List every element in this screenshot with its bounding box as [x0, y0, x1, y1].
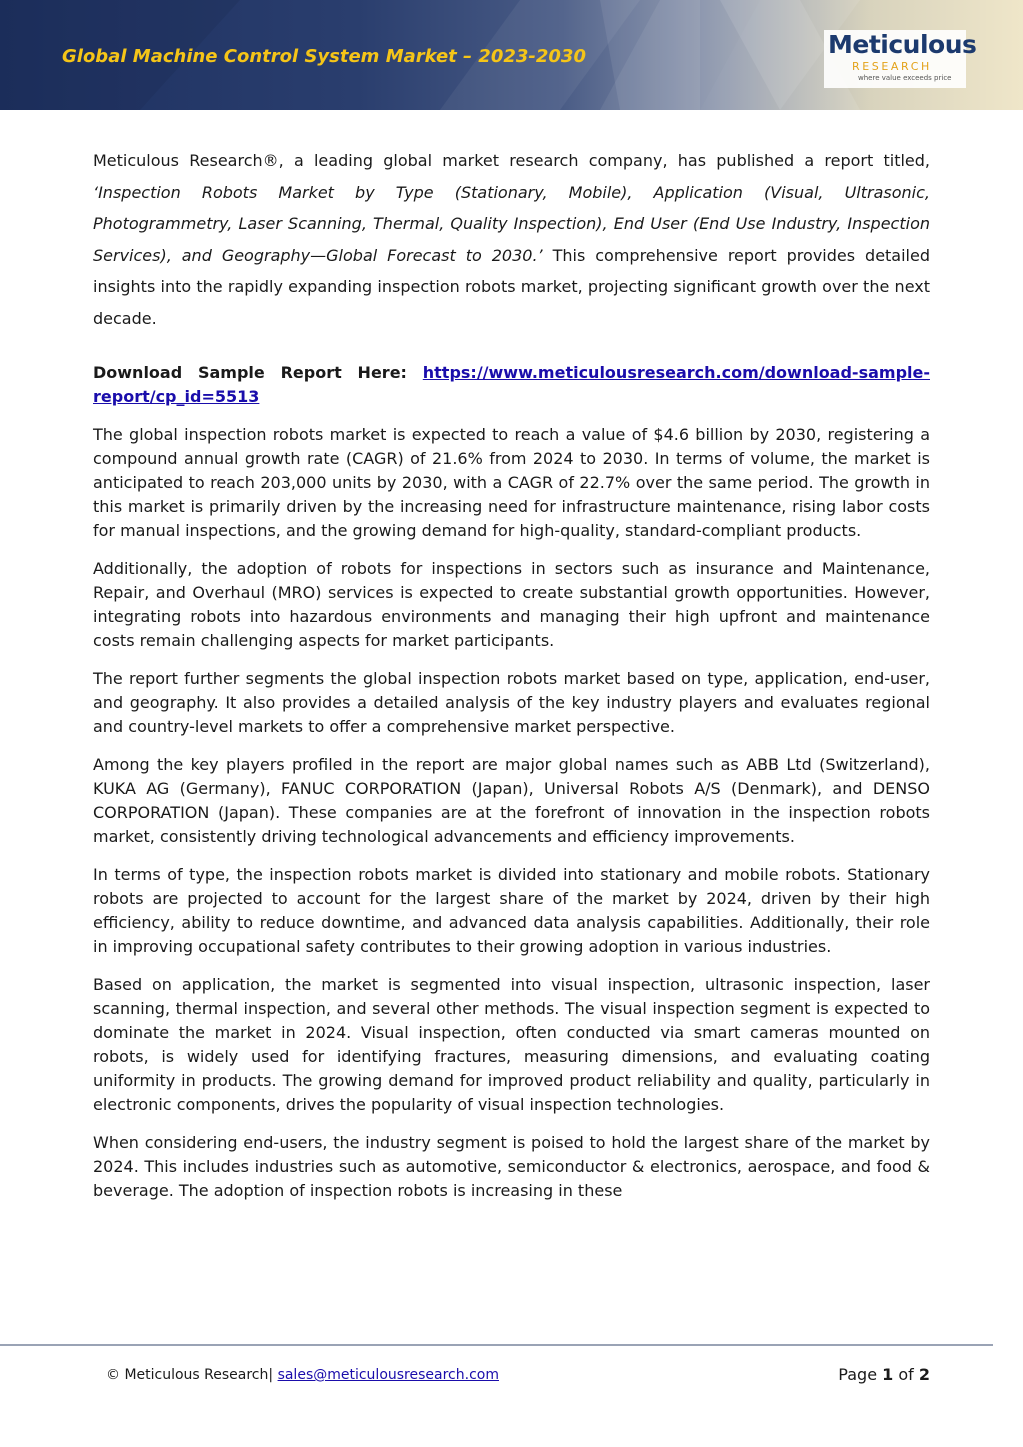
footer-copyright — [106, 1367, 499, 1383]
report-title: ‘Inspection Robots Market by Type (Stationary, Mobile), Application (Visual, Ultrasonic, Photogrammetry, Laser Scanning, Thermal, Quality Inspection), End User (End Use Industry, Inspection Services), and Geography—Global Forecast to 2030.’ — [93, 182, 930, 265]
logo-tagline: where value exceeds price — [858, 74, 952, 82]
download-label: Download Sample Report Here: — [93, 363, 423, 382]
download-sample — [93, 361, 930, 409]
body-paragraph: In terms of type, the inspection robots market is divided into stationary and mobile robots. Stationary robots are projected to account for the largest share of the market by 2024, driven by their high efficiency, ability to reduce downtime, and advanced data analysis capabilities. Additionally, their role in improving occupational safety contributes to their growing adoption in various industries. — [93, 865, 930, 956]
body-paragraph: Based on application, the market is segmented into visual inspection, ultrasonic inspection, laser scanning, thermal inspection, and several other methods. The visual inspection segment is expected to dominate the market in 2024. Visual inspection, often conducted via smart cameras mounted on robots, is widely used for identifying fractures, measuring dimensions, and evaluating coating uniformity in products. The growing demand for improved product reliability and quality, particularly in electronic components, drives the popularity of visual inspection technologies. — [93, 975, 930, 1114]
body-paragraph: Additionally, the adoption of robots for inspections in sectors such as insurance and Maintenance, Repair, and Overhaul (MRO) services is expected to create substantial growth opportunities. However, integrating robots into hazardous environments and managing their high upfront and maintenance costs remain challenging aspects for market participants. — [93, 559, 930, 650]
download-link[interactable]: https://www.meticulousresearch.com/download-sample-report/cp_id=5513 — [93, 363, 930, 406]
copyright-text: © Meticulous Research| — [106, 1367, 274, 1383]
body-paragraph: When considering end-users, the industry segment is poised to hold the largest share of the market by 2024. This includes industries such as automotive, semiconductor & electronics, aerospace, and food & beverage. The adoption of inspection robots is increasing in these — [93, 1133, 930, 1200]
footer-divider — [0, 1344, 993, 1346]
page-header — [0, 0, 1023, 110]
header-title: Global Machine Control System Market – 2023-2030 — [62, 46, 586, 67]
document-body — [93, 145, 930, 1217]
intro-lead: Meticulous Research®, a leading global market research company, has published a report titled, — [93, 151, 930, 170]
intro-paragraph — [93, 145, 930, 334]
page-number — [838, 1365, 930, 1384]
company-logo — [824, 30, 977, 88]
logo-subtitle: RESEARCH — [852, 60, 932, 73]
page-current: 1 — [882, 1365, 894, 1384]
page-of: of — [893, 1365, 919, 1384]
page-prefix: Page — [838, 1365, 883, 1384]
body-paragraph: The report further segments the global inspection robots market based on type, application, end-user, and geography. It also provides a detailed analysis of the key industry players and evaluates regional and country-level markets to offer a comprehensive market perspective. — [93, 669, 930, 736]
body-paragraph: The global inspection robots market is expected to reach a value of $4.6 billion by 2030, registering a compound annual growth rate (CAGR) of 21.6% from 2024 to 2030. In terms of volume, the market is anticipated to reach 203,000 units by 2030, with a CAGR of 22.7% over the same period. The growth in this market is primarily driven by the increasing need for infrastructure maintenance, rising labor costs for manual inspections, and the growing demand for high-quality, standard-compliant products. — [93, 425, 930, 540]
page-total: 2 — [918, 1365, 930, 1384]
intro-tail: This comprehensive report provides detailed insights into the rapidly expanding inspection robots market, projecting significant growth over the next decade. — [93, 245, 930, 328]
logo-name: Meticulous — [828, 30, 977, 59]
footer-email-link[interactable]: sales@meticulousresearch.com — [277, 1367, 499, 1383]
body-paragraph: Among the key players profiled in the report are major global names such as ABB Ltd (Switzerland), KUKA AG (Germany), FANUC CORPORATION (Japan), Universal Robots A/S (Denmark), and DENSO CORPORATION (Japan). These companies are at the forefront of innovation in the inspection robots market, consistently driving technological advancements and efficiency improvements. — [93, 755, 930, 846]
